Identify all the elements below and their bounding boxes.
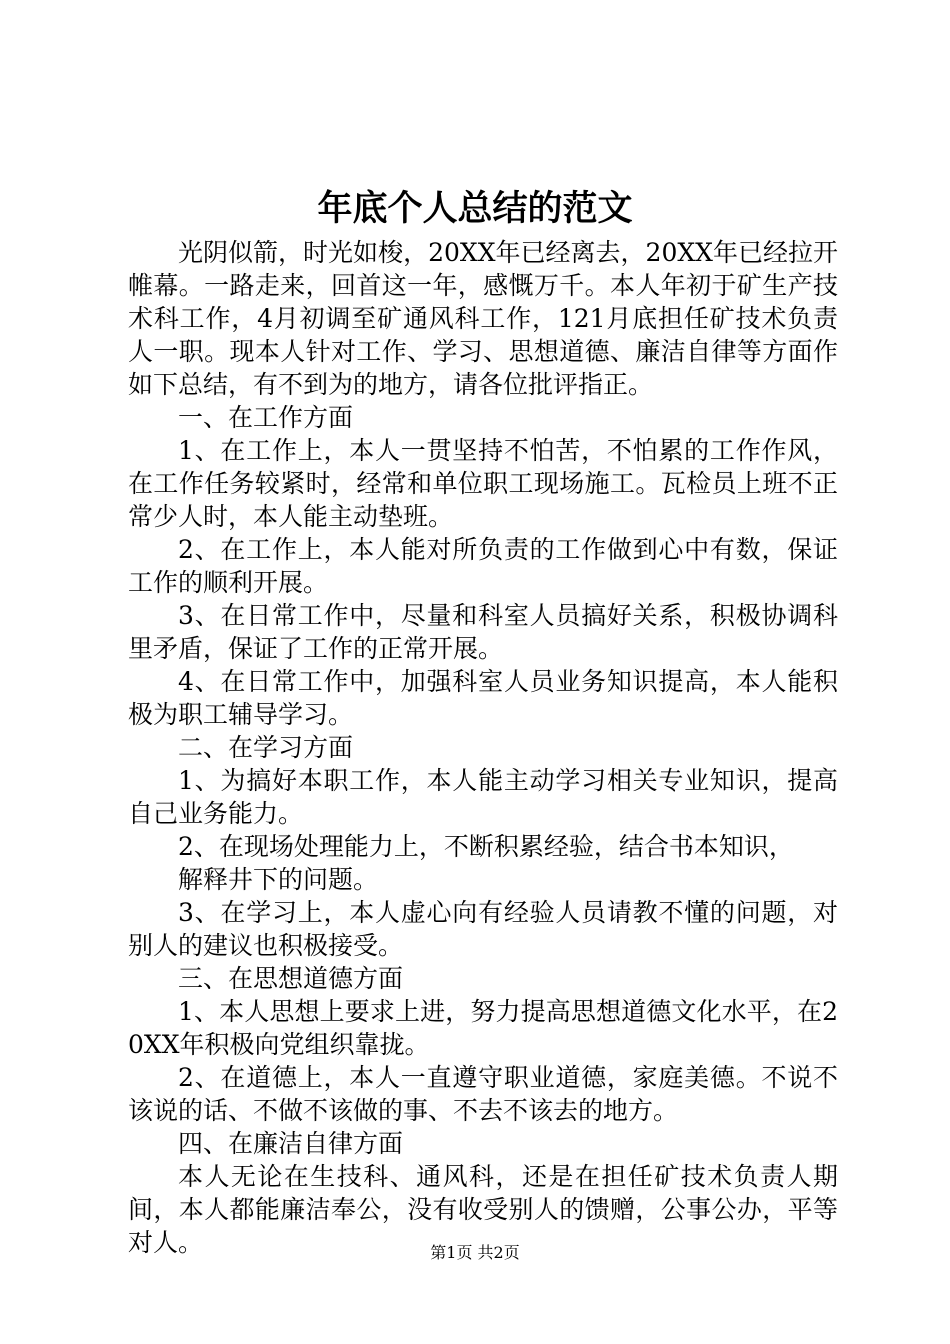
ethics-item-1: 1、本人思想上要求上进，努力提高思想道德文化水平，在20XX年积极向党组织靠拢。: [128, 997, 838, 1059]
section-heading-work: 一、在工作方面: [178, 403, 354, 432]
study-item-2-continuation: 解释井下的问题。: [178, 865, 379, 894]
intro-paragraph: 光阴似箭，时光如梭，20XX年已经离去，20XX年已经拉开帷幕。一路走来，回首这一年，感慨万千。本人年初于矿生产技术科工作，4月初调至矿通风科工作，121月底担任矿技术负责人一职。现本人针对工作、学习、思想道德、廉洁自律等方面作如下总结，有不到为的地方，请各位批评指正。: [128, 238, 838, 399]
section-heading-integrity: 四、在廉洁自律方面: [178, 1129, 404, 1158]
section-heading-ethics: 三、在思想道德方面: [178, 964, 404, 993]
document-title: 年底个人总结的范文: [317, 188, 633, 229]
page-number-footer: 第1页 共2页: [430, 1243, 520, 1262]
integrity-paragraph: 本人无论在生技科、通风科，还是在担任矿技术负责人期间，本人都能廉洁奉公，没有收受别人的馈赠，公事公办，平等对人。: [128, 1162, 838, 1257]
study-item-3: 3、在学习上，本人虚心向有经验人员请教不懂的问题，对别人的建议也积极接受。: [128, 898, 838, 960]
work-item-4: 4、在日常工作中，加强科室人员业务知识提高，本人能积极为职工辅导学习。: [128, 667, 838, 729]
section-heading-study: 二、在学习方面: [178, 733, 354, 762]
study-item-2: 2、在现场处理能力上，不断积累经验，结合书本知识，: [178, 832, 794, 861]
study-item-1: 1、为搞好本职工作，本人能主动学习相关专业知识，提高自己业务能力。: [128, 766, 838, 828]
ethics-item-2: 2、在道德上，本人一直遵守职业道德，家庭美德。不说不该说的话、不做不该做的事、不去不该去的地方。: [128, 1063, 838, 1125]
document-body: [128, 236, 838, 1259]
work-item-3: 3、在日常工作中，尽量和科室人员搞好关系，积极协调科里矛盾，保证了工作的正常开展。: [128, 601, 838, 663]
work-item-1: 1、在工作上，本人一贯坚持不怕苦，不怕累的工作作风，在工作任务较紧时，经常和单位职工现场施工。瓦检员上班不正常少人时，本人能主动垫班。: [128, 436, 838, 531]
work-item-2: 2、在工作上，本人能对所负责的工作做到心中有数，保证工作的顺利开展。: [128, 535, 838, 597]
